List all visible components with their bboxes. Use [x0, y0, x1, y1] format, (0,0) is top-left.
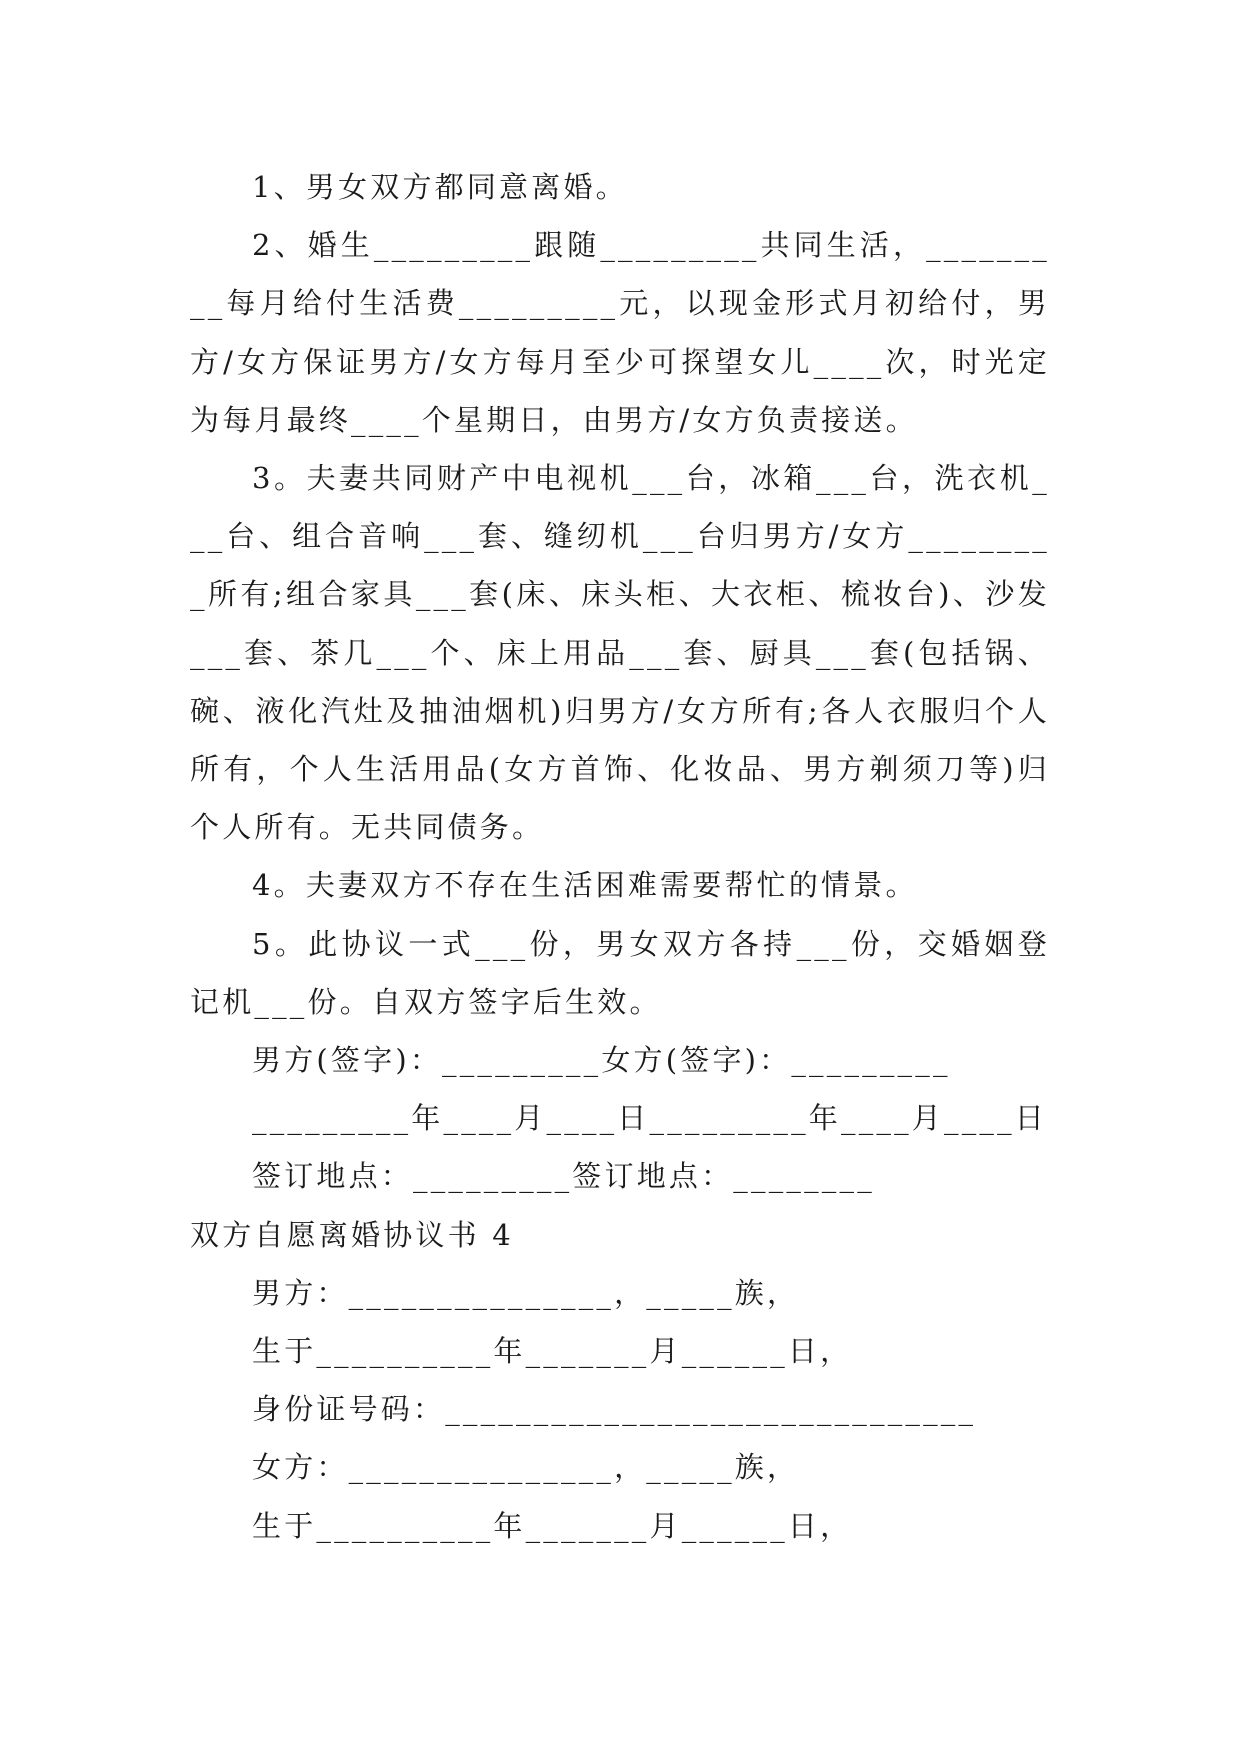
clause-2: 2、婚生_________跟随_________共同生活，_________每月给付生活费_________元，以现金形式月初给付，男方/女方保证男方/女方每月至少可探望女儿____次，时光定为每月最终____个星期日，由男方/女方负责接送。 [190, 228, 1050, 437]
agreement-content [190, 158, 1050, 1555]
date-line: _________年____月____日_________年____月____日 [252, 1101, 1048, 1136]
female-birth-field: 生于__________年_______月______日， [252, 1508, 853, 1543]
male-party-field: 男方：_______________，_____族， [252, 1275, 800, 1310]
clause-4: 4。夫妻双方不存在生活困难需要帮忙的情景。 [252, 868, 918, 903]
male-birth-field: 生于__________年_______月______日， [252, 1334, 853, 1369]
clause-1: 1、男女双方都同意离婚。 [252, 170, 628, 204]
clause-3: 3。夫妻共同财产中电视机___台，冰箱___台，洗衣机___台、组合音响___套、缝纫机___台归男方/女方_________所有;组合家具___套(床、床头柜、大衣柜、梳妆台)、沙发___套、茶几___个、床上用品___套、厨具___套(包括锅、碗、液化汽灶及抽油烟机)归男方/女方所有;各人衣服归个人所有，个人生活用品(女方首饰、化妆品、男方剃须刀等)归个人所有。无共同债务。 [190, 461, 1050, 845]
clause-5: 5。此协议一式___份，男女双方各持___份，交婚姻登记机___份。自双方签字后生效。 [190, 926, 1050, 1019]
male-id-field: 身份证号码：______________________________ [252, 1392, 977, 1427]
section-title: 双方自愿离婚协议书 4 [190, 1217, 514, 1252]
signature-line: 男方(签字)：_________女方(签字)：_________ [252, 1043, 951, 1078]
place-line: 签订地点：_________签订地点：________ [252, 1159, 875, 1194]
female-party-field: 女方：_______________，_____族， [252, 1450, 800, 1485]
